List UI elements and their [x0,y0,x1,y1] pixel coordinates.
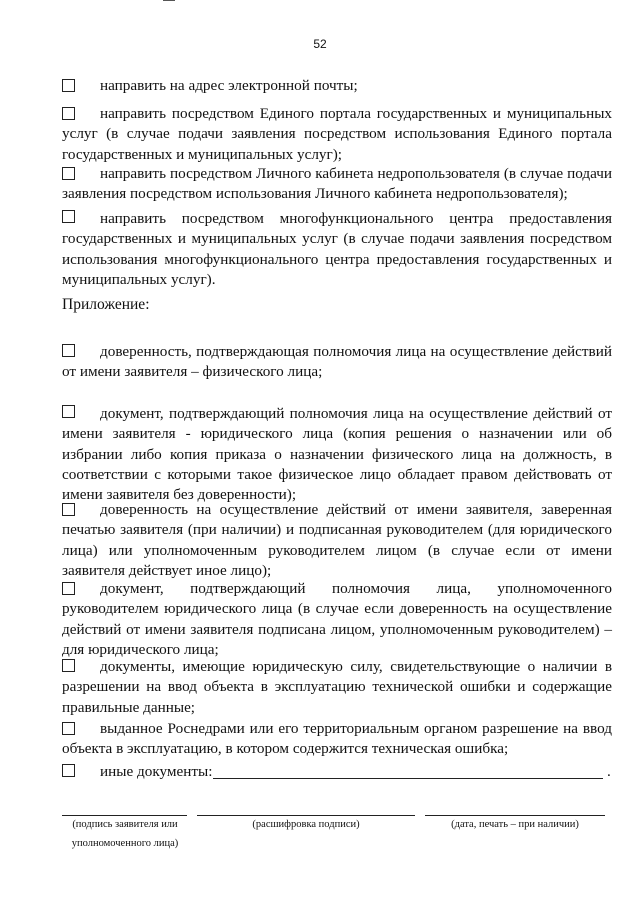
attachment-item-3: доверенность на осуществление действий от имени заявителя, заверенная печатью заявителя (при наличии) и подписанная руководителем (для юридического лица) или уполномоченным руководителем лицом (в случае если от имени заявителя действует иное лицо); [62,501,612,579]
attachment-item-1: доверенность, подтверждающая полномочия лица на осуществление действий от имени заявителя – физического лица; [62,343,612,381]
attachment-item-4: документ, подтверждающий полномочия лица, уполномоченного руководителем юридического лица (в случае если доверенность на осуществление действий от имени заявителя подписана лицом, уполномоченным руководителем) – для юридического лица; [62,580,612,658]
scan-artifact-line [163,0,175,1]
name-caption: (расшифровка подписи) [252,819,360,830]
option-delivery-cabinet: направить посредством Личного кабинета недропользователя (в случае подачи заявления посредством использования Личного кабинета недропользователя); [62,165,612,203]
checkbox-other-documents[interactable] [62,764,75,777]
attachment-item-5: документы, имеющие юридическую силу, свидетельствующие о наличии в разрешении на ввод объекта в эксплуатацию технической ошибки и содержащие правильные данные; [62,658,612,716]
signature-caption: (подпись заявителя или уполномоченного лица) [71,819,179,849]
other-documents-end: . [607,763,611,780]
option-delivery-mfc: направить посредством многофункционального центра предоставления государственных и муниципальных услуг (в случае подачи заявления посредством использования многофункционального центра предоставления государственных и муниципальных услуг). [62,210,612,288]
option-delivery-email: направить на адрес электронной почты; [100,77,358,94]
other-documents-field[interactable] [213,778,603,779]
other-documents-label: иные документы: [100,763,213,780]
attachment-item-2: документ, подтверждающий полномочия лица на осуществление действий от имени заявителя - юридического лица (копия решения о назначении или об избрании либо копия приказа о назначении физического лица на должность, в соответствии с которыми такое физическое лицо обладает правом действовать от имени заявителя без доверенности); [62,405,612,504]
page-number: 52 [313,37,327,51]
option-delivery-portal: направить посредством Единого портала государственных и муниципальных услуг (в случае подачи заявления посредством использования Единого портала государственных и муниципальных услуг); [62,105,612,163]
date-caption: (дата, печать – при наличии) [451,819,579,830]
attachment-item-6: выданное Роснедрами или его территориальным органом разрешение на ввод объекта в эксплуатацию, в котором содержится техническая ошибка; [62,720,612,758]
attachments-heading: Приложение: [62,296,150,313]
